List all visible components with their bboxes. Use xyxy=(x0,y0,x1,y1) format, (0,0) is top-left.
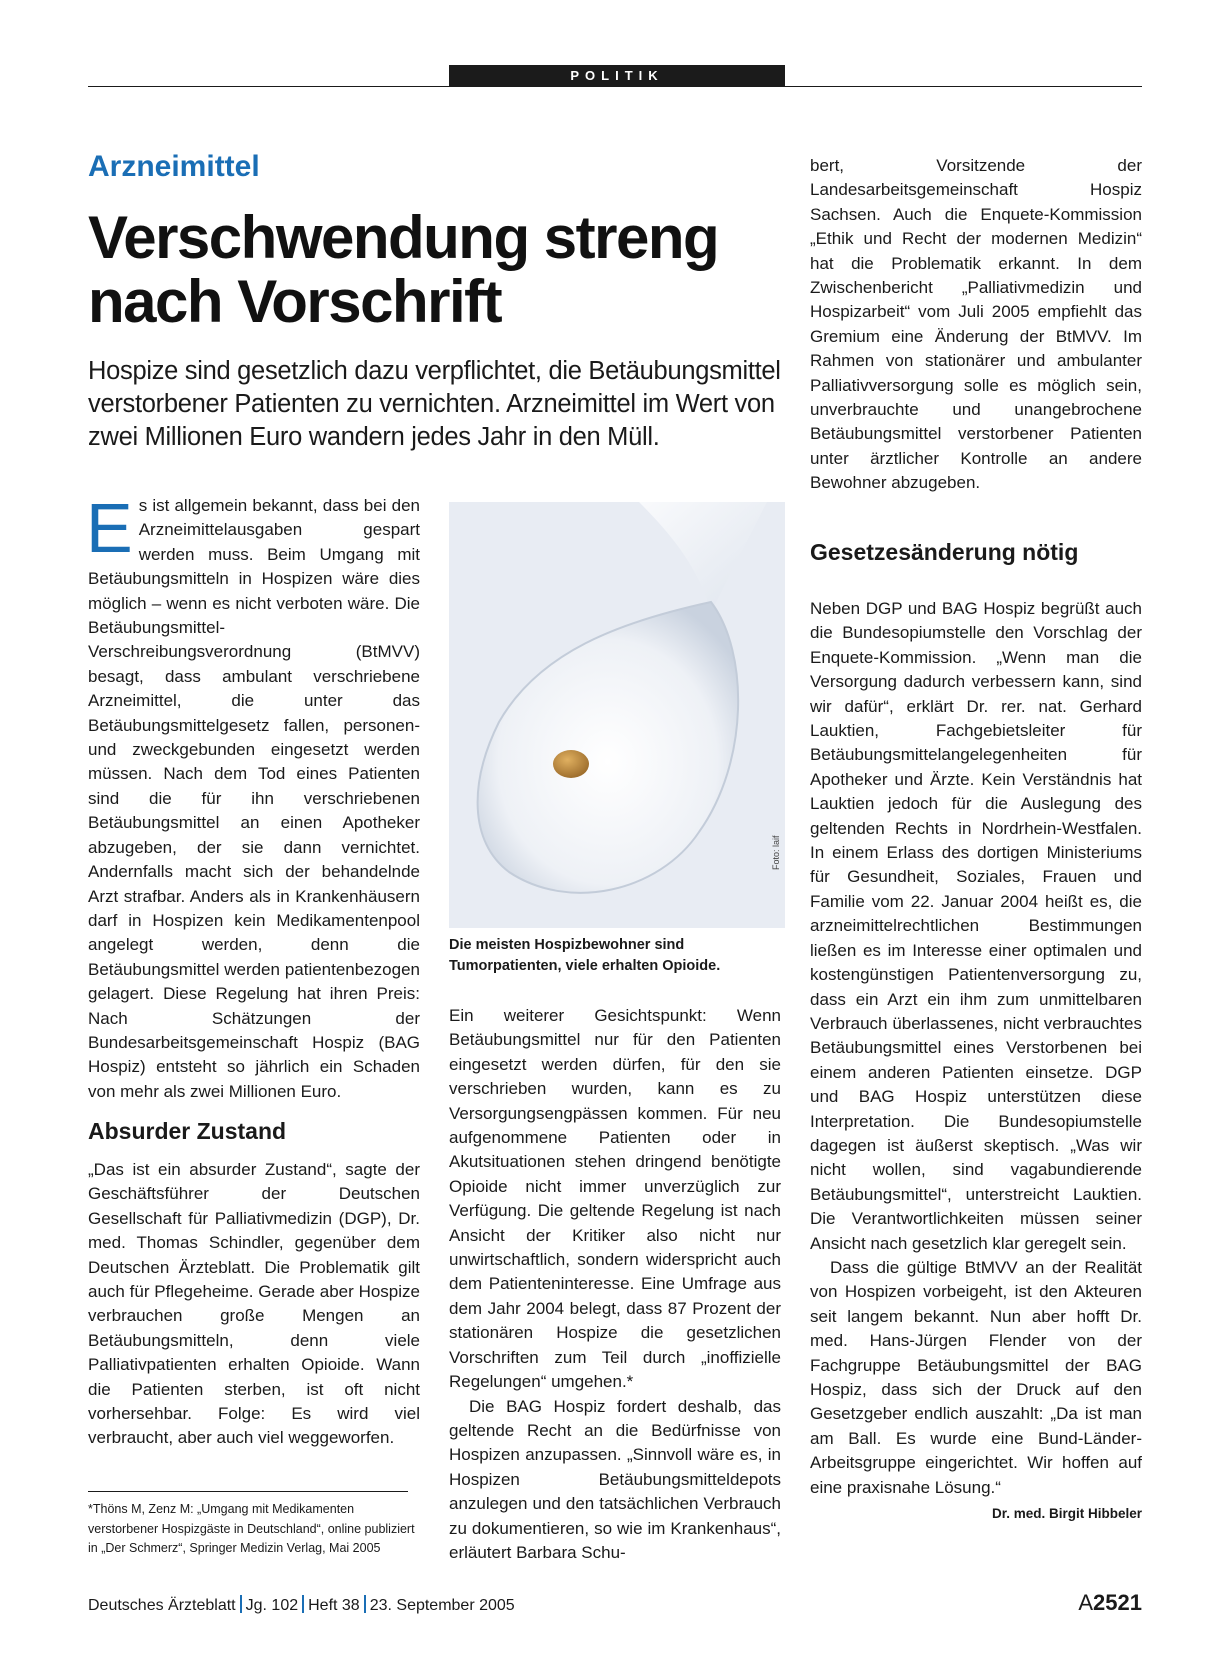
footer-issue: Heft 38 xyxy=(308,1597,360,1614)
column-1-lower xyxy=(88,1158,420,1451)
page-prefix: A xyxy=(1078,1590,1094,1615)
col1-paragraph-1 xyxy=(86,489,420,1104)
section-label: POLITIK xyxy=(449,65,785,86)
footnote-rule xyxy=(88,1491,408,1492)
photo-spoon-pill xyxy=(449,502,785,928)
page-number xyxy=(1078,1590,1142,1616)
drop-cap: E xyxy=(86,489,133,567)
page-number-value: 2521 xyxy=(1093,1590,1142,1615)
col2-paragraph-1: Ein weiterer Gesichtspunkt: Wenn Betäubungsmittel nur für den Patienten eingesetzt werden dürfen, für den sie verschrieben wurden, kann es zu Versorgungsengpässen kommen. Für neu aufgenommene Patienten oder in Akutsituationen stehen dringend benötigte Opioide nicht immer unverzüglich zur Verfügung. Die geltende Regelung ist nach Ansicht der Kritiker also nicht nur unwirtschaftlich, sondern widerspricht auch dem Patienteninteresse. Eine Umfrage aus dem Jahr 2004 belegt, dass 87 Prozent der stationären Hospize die gesetzlichen Vorschriften zum Teil durch „inoffizielle Regelungen“ umgehen.* xyxy=(449,1006,781,1392)
column-2 xyxy=(449,1004,781,1565)
photo-credit: Foto: laif xyxy=(771,835,781,870)
footer-journal: Deutsches Ärzteblatt xyxy=(88,1597,236,1614)
header-rule xyxy=(88,86,1142,87)
title-line-2: nach Vorschrift xyxy=(88,268,502,335)
col3-paragraph-2: Neben DGP und BAG Hospiz begrüßt auch die Bundesopiumstelle den Vorschlag der Enquete-Kommission. „Wenn man die Versorgung dadurch verbessern kann, sind wir dafür“, erklärt Dr. rer. nat. Gerhard Lauktien, Fachgebietsleiter für Betäubungsmittelangelegenheiten für Apotheker und Ärzte. Kein Verständnis hat Lauktien jedoch für die Auslegung des geltenden Rechts in Nordrhein-Westfalen. In einem Erlass des dortigen Ministeriums für Gesundheit, Soziales, Frauen und Familie vom 22. Januar 2004 heißt es, die arzneimittelrechtlichen Bestimmungen ließen es im Interesse einer optimalen und kostengünstigen Patientenversorgung zu, dass ein Arzt ein ihm zum unmittelbaren Verbrauch überlassenes, nicht verbrauchtes Betäubungsmittel eines Verstorbenen bei einem anderen Patienten einsetze. DGP und BAG Hospiz unterstützen diese Interpretation. Die Bundesopiumstelle dagegen ist äußerst skeptisch. „Was wir nicht wollen, sind vagabundierende Betäubungsmittel“, unterstreicht Lauktien. Die Verantwortlichkeiten müssen seiner Ansicht nach gesetzlich klar geregelt sein. xyxy=(810,599,1142,1253)
col1-paragraph-1-text: s ist allgemein bekannt, dass bei den Arzneimittelausgaben gespart werden muss. Beim Umgang mit Betäubungsmitteln in Hospizen wäre dies möglich – wenn es nicht verboten wäre. Die Betäubungsmittel-Verschreibungsverordnung (BtMVV) besagt, dass ambulant verschriebene Arzneimittel, die unter das Betäubungsmittelgesetz fallen, personen- und zweckgebunden eingesetzt werden müssen. Nach dem Tod eines Patienten sind die für ihn verschriebenen Betäubungsmittel an einen Apotheker abzugeben, der sie dann vernichtet. Andernfalls macht sich der behandelnde Arzt strafbar. Anders als in Krankenhäusern darf in Hospizen kein Medikamentenpool angelegt werden, denn die Betäubungsmittel werden patientenbezogen gelagert. Diese Regelung hat ihren Preis: Nach Schätzungen der Bundesarbeitsgemeinschaft Hospiz (BAG Hospiz) entsteht so jährlich ein Schaden von mehr als zwei Millionen Euro. xyxy=(88,496,420,1101)
subhead-gesetzesaenderung: Gesetzesänderung nötig xyxy=(810,539,1079,565)
col3-paragraph-3-text: Dass die gültige BtMVV an der Realität von Hospizen vorbeigeht, ist den Akteuren seit langem bekannt. Nun aber hofft Dr. med. Hans-Jürgen Flender von der Fachgruppe Betäubungsmittel der BAG Hospiz, dass sich der Druck auf den Gesetzgeber endlich auszahlt: „Da ist man am Ball. Es wurde eine Bund-Länder-Arbeitsgruppe eingerichtet. Wir hoffen auf eine praxisnahe Lösung.“ xyxy=(810,1257,1142,1497)
col3-paragraph-1: bert, Vorsitzende der Landesarbeitsgemeinschaft Hospiz Sachsen. Auch die Enquete-Kommission „Ethik und Recht der modernen Medizin“ hat die Problematik erkannt. In dem Zwischenbericht „Palliativmedizin und Hospizarbeit“ vom Juli 2005 empfiehlt das Gremium eine Änderung der BtMVV. Im Rahmen von stationärer und ambulanter Palliativversorgung solle es möglich sein, unverbrauchte und unangebrochene Betäubungsmittel verstorbener Patienten unter ärztlicher Kontrolle an andere Bewohner abzugeben. xyxy=(810,156,1142,493)
column-3-lower xyxy=(810,597,1142,1526)
column-1 xyxy=(86,489,420,1104)
photo-caption: Die meisten Hospizbewohner sind Tumorpatienten, viele erhalten Opioide. xyxy=(449,937,721,974)
col2-paragraph-2: Die BAG Hospiz fordert deshalb, das geltende Recht an die Bedürfnisse von Hospizen anzupassen. „Sinnvoll wäre es, in Hospizen Betäubungsmitteldepots anzulegen und den tatsächlichen Verbrauch zu dokumentieren, so wie im Krankenhaus“, erläutert Barbara Schu- xyxy=(449,1396,781,1562)
footer-volume: Jg. 102 xyxy=(245,1597,299,1614)
article-title xyxy=(88,206,788,334)
footnote: *Thöns M, Zenz M: „Umgang mit Medikamenten verstorbener Hospizgäste in Deutschland“, online publiziert in „Der Schmerz“, Springer Medizin Verlag, Mai 2005 xyxy=(88,1502,415,1555)
footer-date: 23. September 2005 xyxy=(369,1597,515,1614)
article-kicker: Arzneimittel xyxy=(88,150,260,183)
footer-separator xyxy=(302,1595,304,1613)
footer-separator xyxy=(240,1595,242,1613)
title-line-1: Verschwendung streng xyxy=(88,204,719,271)
subhead-absurder-zustand: Absurder Zustand xyxy=(88,1118,287,1144)
footer-citation xyxy=(88,1595,515,1615)
column-3 xyxy=(810,154,1142,496)
spoon-illustration xyxy=(449,502,785,928)
col1-paragraph-2: „Das ist ein absurder Zustand“, sagte der Geschäftsführer der Deutschen Gesellschaft für Palliativmedizin (DGP), Dr. med. Thomas Schindler, gegenüber dem Deutschen Ärzteblatt. Die Problematik gilt auch für Pflegeheime. Gerade aber Hospize verbrauchen große Mengen an Betäubungsmitteln, denn viele Palliativpatienten erhalten Opioide. Wann die Patienten sterben, ist oft nicht vorhersehbar. Folge: Es wird viel verbraucht, aber auch viel weggeworfen. xyxy=(88,1160,420,1448)
article-lead: Hospize sind gesetzlich dazu verpflichtet, die Betäubungsmittel verstorbener Patienten zu vernichten. Arzneimittel im Wert von zwei Millionen Euro wandern jedes Jahr in den Müll. xyxy=(88,357,781,451)
footer-separator xyxy=(364,1595,366,1613)
author-byline: Dr. med. Birgit Hibbeler xyxy=(991,1506,1142,1522)
pill xyxy=(553,750,589,778)
col3-paragraph-3 xyxy=(810,1256,1142,1522)
